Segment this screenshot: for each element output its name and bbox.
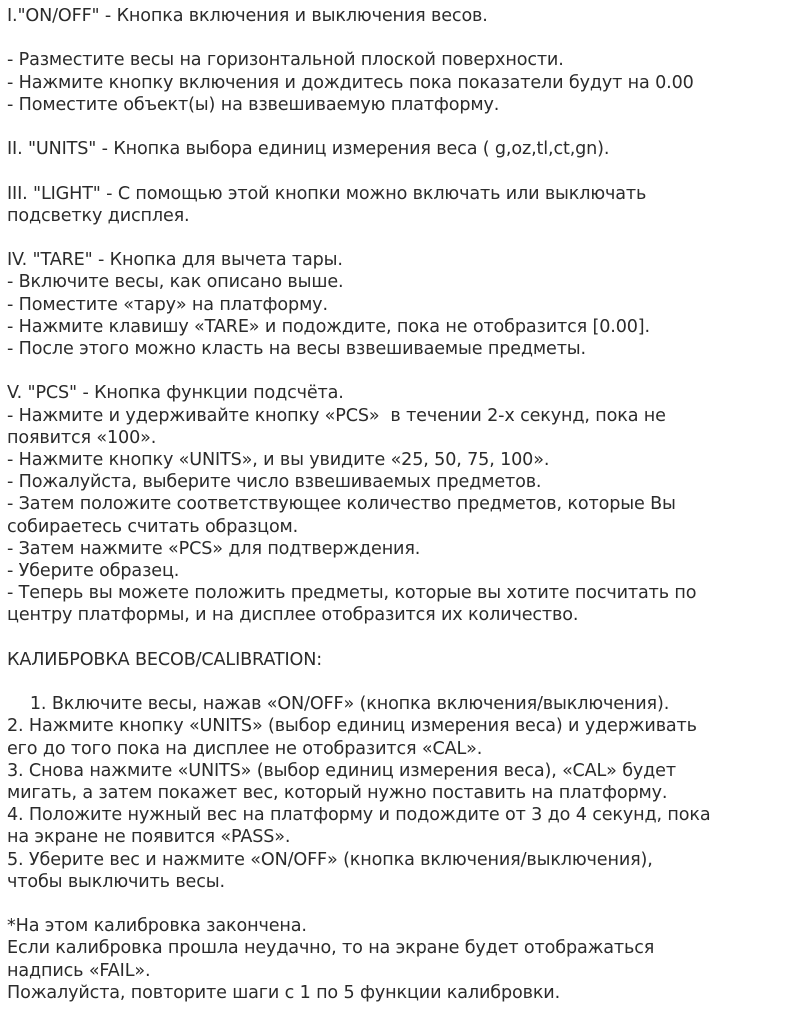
text-line: - Нажмите кнопку «UNITS», и вы увидите «25, 50, 75, 100». — [7, 449, 550, 470]
text-line: чтобы выключить весы. — [7, 871, 225, 892]
section-heading: II. "UNITS" - Кнопка выбора единиц измерения веса ( g,oz,tl,ct,gn). — [7, 139, 610, 160]
text-line: - Пожалуйста, выберите число взвешиваемых предметов. — [7, 472, 542, 493]
section-tare — [7, 249, 787, 360]
section-units — [7, 138, 787, 160]
text-line: *На этом калибровка закончена. — [7, 916, 307, 937]
text-line: 4. Положите нужный вес на платформу и подождите от 3 до 4 секунд, пока — [7, 805, 711, 826]
text-line: собираетесь считать образцом. — [7, 516, 299, 537]
section-light — [7, 183, 787, 227]
text-line: подсветку дисплея. — [7, 205, 190, 226]
section-heading: V. "PCS" - Кнопка функции подсчёта. — [7, 383, 344, 404]
text-line: на экране не появится «PASS». — [7, 827, 291, 848]
text-line: Если калибровка прошла неудачно, то на экране будет отображаться — [7, 938, 655, 959]
instructions-document — [7, 5, 787, 1026]
text-line: - После этого можно класть на весы взвешиваемые предметы. — [7, 338, 586, 359]
text-line: - Затем нажмите «PCS» для подтверждения. — [7, 538, 421, 559]
section-on-off — [7, 5, 787, 27]
text-line: - Включите весы, как описано выше. — [7, 272, 344, 293]
section-calibration-end — [7, 915, 787, 1004]
text-line: 2. Нажмите кнопку «UNITS» (выбор единиц измерения веса) и удерживать — [7, 716, 697, 737]
text-line: надпись «FAIL». — [7, 960, 151, 981]
text-line: - Уберите образец. — [7, 561, 180, 581]
text-line: Пожалуйста, повторите шаги с 1 по 5 функции калибровки. — [7, 982, 561, 1003]
section-heading: III. "LIGHT" - С помощью этой кнопки можно включать или выключать — [7, 183, 647, 204]
section-on-off-steps — [7, 49, 787, 116]
text-line: 3. Снова нажмите «UNITS» (выбор единиц измерения веса), «CAL» будет — [7, 760, 676, 781]
section-calibration-title — [7, 649, 787, 671]
text-line: - Поместите «тару» на платформу. — [7, 294, 328, 315]
text-line: центру платформы, и на дисплее отобразится их количество. — [7, 605, 579, 626]
text-line: - Затем положите соответствующее количество предметов, которые Вы — [7, 494, 676, 515]
calibration-heading: КАЛИБРОВКА ВЕСОВ/CALIBRATION: — [7, 649, 323, 670]
section-calibration-steps — [7, 693, 787, 893]
text-line: его до того пока на дисплее не отобразится «CAL». — [7, 738, 483, 759]
text-line: - Нажмите клавишу «TARE» и подождите, пока не отобразится [0.00]. — [7, 316, 650, 337]
text-line: - Теперь вы можете положить предметы, которые вы хотите посчитать по — [7, 583, 697, 604]
text-line: 1. Включите весы, нажав «ON/OFF» (кнопка включения/выключения). — [19, 694, 670, 715]
text-line: - Нажмите кнопку включения и дождитесь пока показатели будут на 0.00 — [7, 72, 694, 93]
text-line: мигать, а затем покажет вес, который нужно поставить на платформу. — [7, 783, 668, 803]
section-heading: I."ON/OFF" - Кнопка включения и выключения весов. — [7, 6, 488, 26]
text-line: 5. Уберите вес и нажмите «ON/OFF» (кнопка включения/выключения), — [7, 849, 653, 870]
text-line: - Поместите объект(ы) на взвешиваемую платформу. — [7, 94, 500, 115]
section-pcs — [7, 382, 787, 626]
text-line: - Разместите весы на горизонтальной плоской поверхности. — [7, 50, 564, 71]
text-line: появится «100». — [7, 427, 157, 448]
section-heading: IV. "TARE" - Кнопка для вычета тары. — [7, 250, 343, 271]
text-line: - Нажмите и удерживайте кнопку «PCS» в течении 2-х секунд, пока не — [7, 405, 666, 426]
